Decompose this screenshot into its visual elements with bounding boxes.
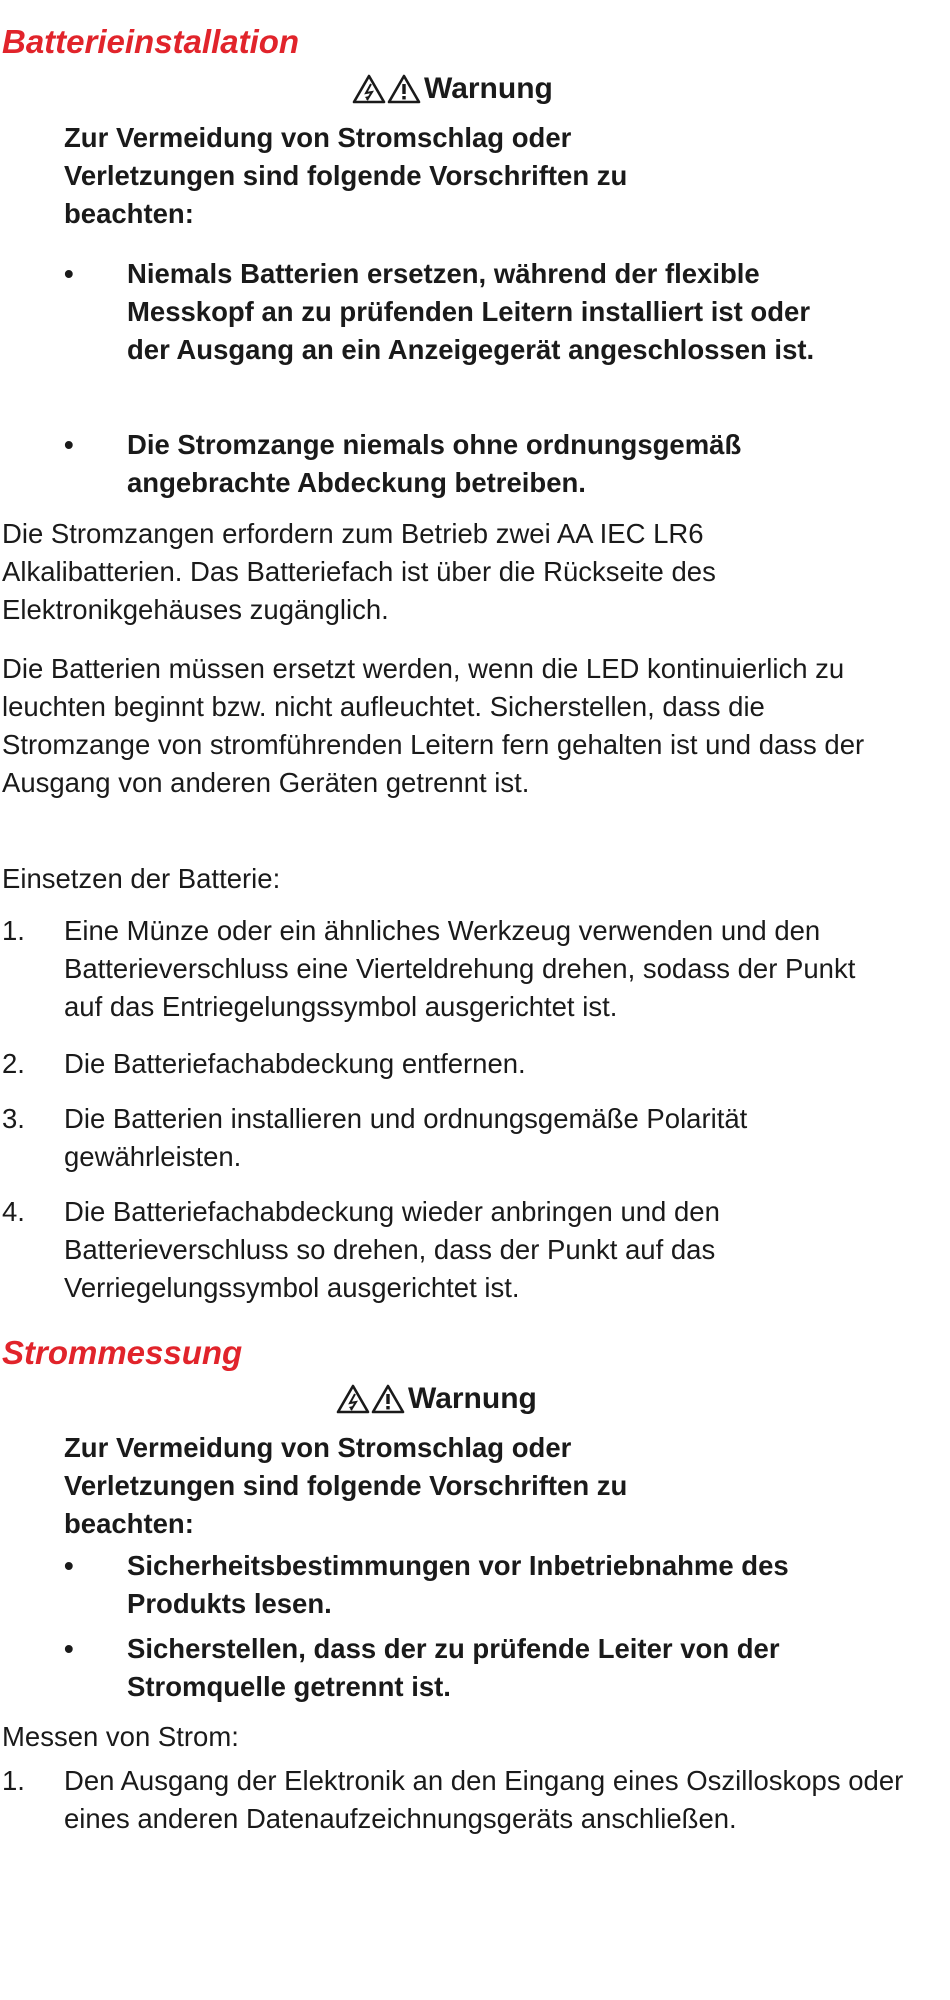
warning-bullet-list bbox=[64, 255, 864, 505]
list-item bbox=[2, 1045, 902, 1083]
step-text: Die Batterien installieren und ordnungsgemäße Polarität gewährleisten. bbox=[64, 1103, 748, 1172]
warning-intro: Zur Vermeidung von Stromschlag oder Verletzungen sind folgende Vorschriften zu beachten: bbox=[64, 1432, 628, 1539]
section-heading-current-measurement: Strommessung bbox=[2, 1334, 243, 1371]
bullet-text: Sicherstellen, dass der zu prüfende Leiter von der Stromquelle getrennt ist. bbox=[127, 1633, 780, 1702]
warning-bullet-list bbox=[64, 1547, 864, 1727]
list-item bbox=[2, 912, 902, 1026]
steps-intro: Einsetzen der Batterie: bbox=[2, 863, 281, 894]
steps-intro: Messen von Strom: bbox=[2, 1721, 239, 1752]
step-text: Den Ausgang der Elektronik an den Eingang eines Oszilloskops oder eines anderen Datenaufzeichnungsgeräts anschließen. bbox=[64, 1765, 904, 1834]
step-text: Die Batteriefachabdeckung entfernen. bbox=[64, 1048, 526, 1079]
bullet-marker: • bbox=[64, 429, 74, 460]
list-item bbox=[64, 1547, 864, 1623]
warning-intro: Zur Vermeidung von Stromschlag oder Verletzungen sind folgende Vorschriften zu beachten: bbox=[64, 122, 628, 229]
warning-title bbox=[352, 74, 553, 104]
step-text: Eine Münze oder ein ähnliches Werkzeug verwenden und den Batterieverschluss eine Vierteldrehung drehen, sodass der Punkt auf das Entriegelungssymbol ausgerichtet ist. bbox=[64, 915, 856, 1022]
shock-hazard-icon bbox=[352, 74, 386, 104]
bullet-marker: • bbox=[64, 1633, 74, 1664]
step-number: 1. bbox=[2, 1765, 25, 1796]
bullet-marker: • bbox=[64, 258, 74, 289]
caution-icon bbox=[371, 1384, 405, 1414]
shock-hazard-icon bbox=[336, 1384, 370, 1414]
step-number: 4. bbox=[2, 1196, 25, 1227]
list-item bbox=[64, 426, 864, 502]
list-item bbox=[2, 1762, 922, 1838]
caution-icon bbox=[387, 74, 421, 104]
bullet-text: Sicherheitsbestimmungen vor Inbetriebnahme des Produkts lesen. bbox=[127, 1550, 789, 1619]
bullet-text: Die Stromzange niemals ohne ordnungsgemäß angebrachte Abdeckung betreiben. bbox=[127, 429, 742, 498]
warning-title bbox=[336, 1384, 537, 1414]
section-heading-battery-installation: Batterieinstallation bbox=[2, 23, 300, 60]
step-number: 2. bbox=[2, 1048, 25, 1079]
measurement-steps-list bbox=[2, 1762, 922, 1892]
step-text: Die Batteriefachabdeckung wieder anbringen und den Batterieverschluss so drehen, dass der Punkt auf das Verriegelungssymbol ausgerichtet ist. bbox=[64, 1196, 720, 1303]
battery-steps-list bbox=[2, 912, 902, 1312]
step-number: 3. bbox=[2, 1103, 25, 1134]
bullet-marker: • bbox=[64, 1550, 74, 1581]
warning-icons bbox=[336, 1384, 406, 1414]
list-item bbox=[2, 1100, 902, 1176]
warning-title-text: Warnung bbox=[408, 1382, 537, 1415]
list-item bbox=[2, 1193, 902, 1307]
bullet-text: Niemals Batterien ersetzen, während der flexible Messkopf an zu prüfenden Leitern installiert ist oder der Ausgang an ein Anzeigegerät angeschlossen ist. bbox=[127, 258, 815, 365]
list-item bbox=[64, 255, 864, 369]
warning-icons bbox=[352, 74, 422, 104]
warning-title-text: Warnung bbox=[424, 72, 553, 105]
paragraph-battery-info: Die Stromzangen erfordern zum Betrieb zwei AA IEC LR6 Alkalibatterien. Das Batteriefach ist über die Rückseite des Elektronikgehäuses zugänglich. bbox=[2, 518, 716, 625]
list-item bbox=[64, 1630, 864, 1706]
step-number: 1. bbox=[2, 915, 25, 946]
paragraph-battery-replace: Die Batterien müssen ersetzt werden, wenn die LED kontinuierlich zu leuchten beginnt bzw. nicht aufleuchtet. Sicherstellen, dass die Stromzange von stromführenden Leitern fern gehalten ist und dass der Ausgang von anderen Geräten getrennt ist. bbox=[2, 653, 865, 798]
